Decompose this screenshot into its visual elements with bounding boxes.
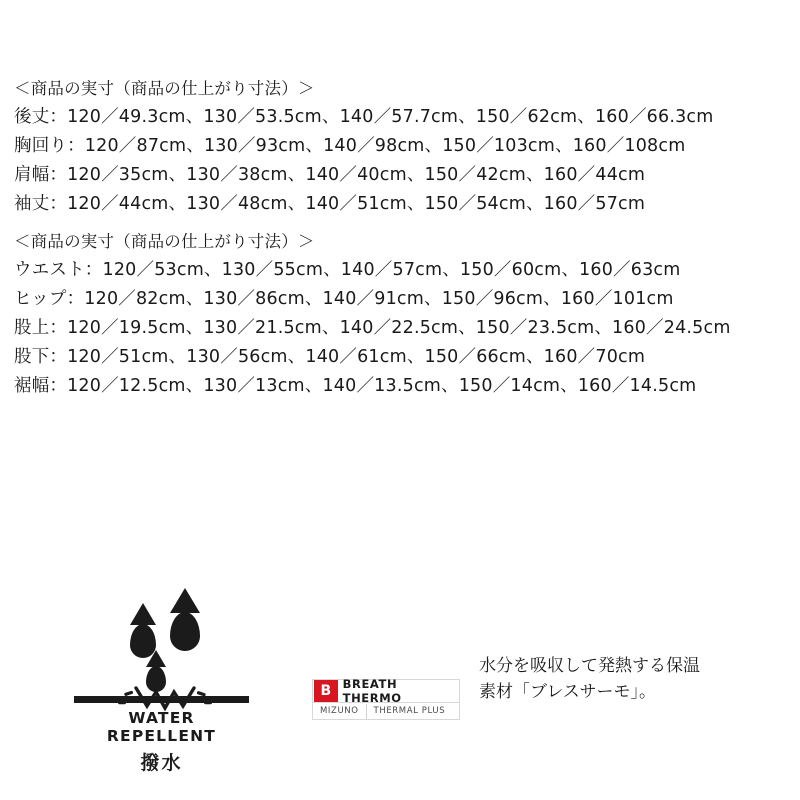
spec-heading: ＜商品の実寸（商品の仕上がり寸法）＞ <box>14 232 315 251</box>
breath-thermo-logo-top <box>312 679 460 703</box>
breath-thermo-logo-bottom <box>312 703 460 720</box>
mizuno-brand-label: MIZUNO <box>313 704 367 719</box>
breath-thermo-b-icon: B <box>314 680 338 702</box>
breath-thermo-name: BREATH THERMO <box>342 677 402 705</box>
spec-section-upper <box>14 74 713 219</box>
spec-line: ウエスト：120／53cm、130／55cm、140／57cm、150／60cm、160／63cm <box>14 260 681 280</box>
water-drop-icon <box>170 612 200 651</box>
water-drops-icon <box>74 608 249 694</box>
spec-line: 股上：120／19.5cm、130／21.5cm、140／22.5cm、150／23.5cm、160／24.5cm <box>14 318 731 338</box>
water-repellent-label-jp: 撥水 <box>140 752 183 774</box>
spec-line: 裾幅：120／12.5cm、130／13cm、140／13.5cm、150／14cm、160／14.5cm <box>14 376 697 396</box>
breath-thermo-caption: 水分を吸収して発熱する保温素材「ブレスサーモ」。 <box>479 656 700 702</box>
thermal-plus-label: THERMAL PLUS <box>373 705 446 716</box>
spec-line: 袖丈：120／44cm、130／48cm、140／51cm、150／54cm、160／57cm <box>14 194 646 214</box>
feature-icons-area <box>0 600 800 800</box>
splash-icon <box>116 686 214 720</box>
spec-line: 肩幅：120／35cm、130／38cm、140／40cm、150／42cm、160／44cm <box>14 165 646 185</box>
spec-line: ヒップ：120／82cm、130／86cm、140／91cm、150／96cm、160／101cm <box>14 289 674 309</box>
water-repellent-mark <box>74 608 249 775</box>
water-repellent-label-en: WATER REPELLENT <box>106 709 217 745</box>
spec-line: 胸回り：120／87cm、130／93cm、140／98cm、150／103cm、160／108cm <box>14 136 686 156</box>
spec-section-lower <box>14 227 731 401</box>
spec-line: 後丈：120／49.3cm、130／53.5cm、140／57.7cm、150／62cm、160／66.3cm <box>14 107 714 127</box>
breath-thermo-logo <box>312 679 460 720</box>
spec-heading: ＜商品の実寸（商品の仕上がり寸法）＞ <box>14 79 315 98</box>
spec-line: 股下：120／51cm、130／56cm、140／61cm、150／66cm、160／70cm <box>14 347 646 367</box>
